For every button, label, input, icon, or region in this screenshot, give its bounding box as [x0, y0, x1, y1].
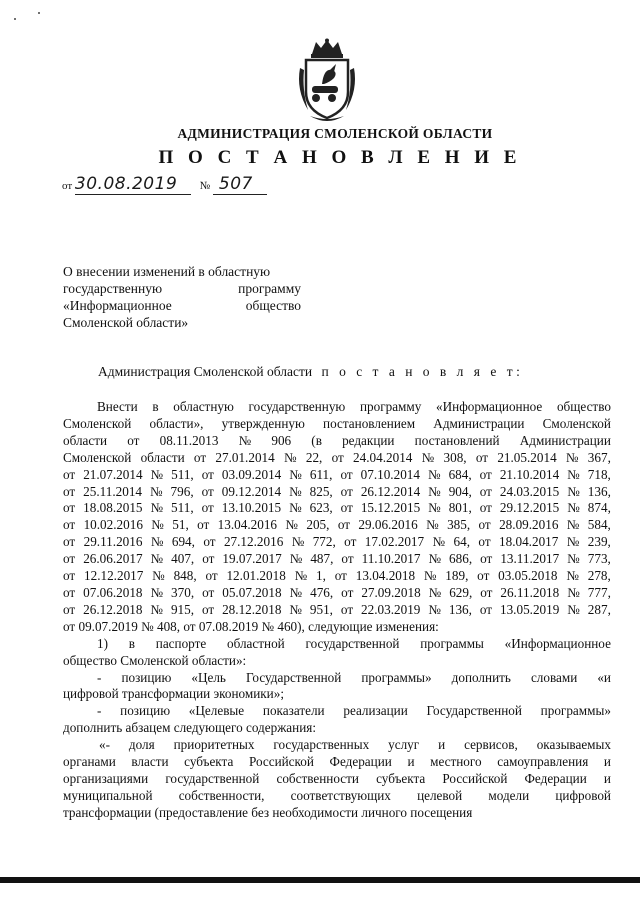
- number-prefix: №: [199, 180, 211, 192]
- text-line: дополнить абзацем следующего содержания:: [63, 720, 317, 736]
- text-line: области от 08.11.2013 № 906 (в редакции постановлений Администрации: [63, 432, 611, 448]
- text-line: органами власти субъекта Российской Федерации и местного самоуправления и: [63, 754, 611, 770]
- text-line: от 25.11.2014 № 796, от 09.12.2014 № 825, от 26.12.2014 № 904, от 24.03.2015 № 136,: [63, 483, 611, 499]
- subject-line: государственную программу: [63, 281, 301, 296]
- document-body: [63, 399, 611, 822]
- preamble: [98, 364, 523, 380]
- coat-of-arms-icon: [294, 38, 360, 124]
- document-subject: [63, 263, 301, 331]
- text-line: от 18.08.2015 № 511, от 13.10.2015 № 623, от 15.12.2015 № 801, от 29.12.2015 № 874,: [63, 500, 611, 516]
- text-line: цифровой трансформации экономики»;: [63, 686, 284, 702]
- scan-bottom-edge: [0, 877, 640, 883]
- text-line: от 26.06.2017 № 407, от 19.07.2017 № 487, от 11.10.2017 № 686, от 13.11.2017 № 773,: [63, 551, 611, 567]
- item-1-position-indicators: [63, 703, 611, 737]
- date-prefix: от: [62, 180, 73, 192]
- date-number-line: [62, 174, 267, 195]
- number-field: [213, 174, 267, 195]
- text-line: «- доля приоритетных государственных услуг и сервисов, оказываемых: [99, 737, 611, 753]
- document-type-title: П О С Т А Н О В Л Е Н И Е: [158, 147, 522, 168]
- text-line: общество Смоленской области»:: [63, 652, 247, 668]
- text-line: организациями государственной собственности субъекта Российской Федерации и: [63, 770, 611, 786]
- subject-line: «Информационное общество: [63, 298, 301, 313]
- text-line: - позицию «Цель Государственной программы» дополнить словами «и: [97, 669, 611, 685]
- preamble-verb: п о с т а н о в л я е т:: [321, 364, 524, 379]
- scan-speck: [14, 18, 16, 20]
- organization-name: АДМИНИСТРАЦИЯ СМОЛЕНСКОЙ ОБЛАСТИ: [177, 126, 493, 141]
- text-line: от 12.12.2017 № 848, от 12.01.2018 № 1, от 13.04.2018 № 189, от 03.05.2018 № 278,: [63, 568, 611, 584]
- text-line: 1) в паспорте областной государственной программы «Информационное: [97, 635, 611, 651]
- item-1: [63, 636, 611, 670]
- text-line: от 26.12.2018 № 915, от 28.12.2018 № 951, от 22.03.2019 № 136, от 13.05.2019 № 287,: [63, 601, 611, 617]
- scan-speck: [38, 12, 40, 14]
- subject-line: О внесении изменений в областную: [63, 264, 271, 279]
- text-line: муниципальной собственности, соответствующих целевой модели цифровой: [63, 787, 611, 803]
- item-1-position-goal: [63, 670, 611, 704]
- paragraph-main: [63, 399, 611, 636]
- number-handwritten: 507: [218, 174, 253, 194]
- date-field: [75, 174, 191, 195]
- subject-line: Смоленской области»: [63, 315, 189, 330]
- text-line: трансформации (предоставление без необходимости личного посещения: [63, 804, 473, 820]
- item-1-new-paragraph: [63, 737, 611, 822]
- text-line: от 07.06.2018 № 370, от 05.07.2018 № 476, от 27.09.2018 № 629, от 26.11.2018 № 777,: [63, 584, 611, 600]
- text-line: Внести в областную государственную программу «Информационное общество: [97, 399, 611, 414]
- date-handwritten: 30.08.2019: [74, 174, 178, 194]
- text-line: Смоленской области от 27.01.2014 № 22, от 24.04.2014 № 308, от 21.05.2014 № 367,: [63, 449, 611, 465]
- text-line: от 10.02.2016 № 51, от 13.04.2016 № 205, от 29.06.2016 № 385, от 28.09.2016 № 584,: [63, 517, 611, 533]
- preamble-lead: Администрация Смоленской области: [98, 364, 313, 379]
- text-line: Смоленской области», утвержденную постановлением Администрации Смоленской: [63, 415, 611, 431]
- text-line: - позицию «Целевые показатели реализации Государственной программы»: [97, 703, 611, 719]
- text-line: от 09.07.2019 № 408, от 07.08.2019 № 460), следующие изменения:: [63, 618, 439, 634]
- text-line: от 29.11.2016 № 694, от 27.12.2016 № 772, от 17.02.2017 № 64, от 18.04.2017 № 239,: [63, 534, 611, 550]
- text-line: от 21.07.2014 № 511, от 03.09.2014 № 611, от 07.10.2014 № 684, от 21.10.2014 № 718,: [63, 466, 611, 482]
